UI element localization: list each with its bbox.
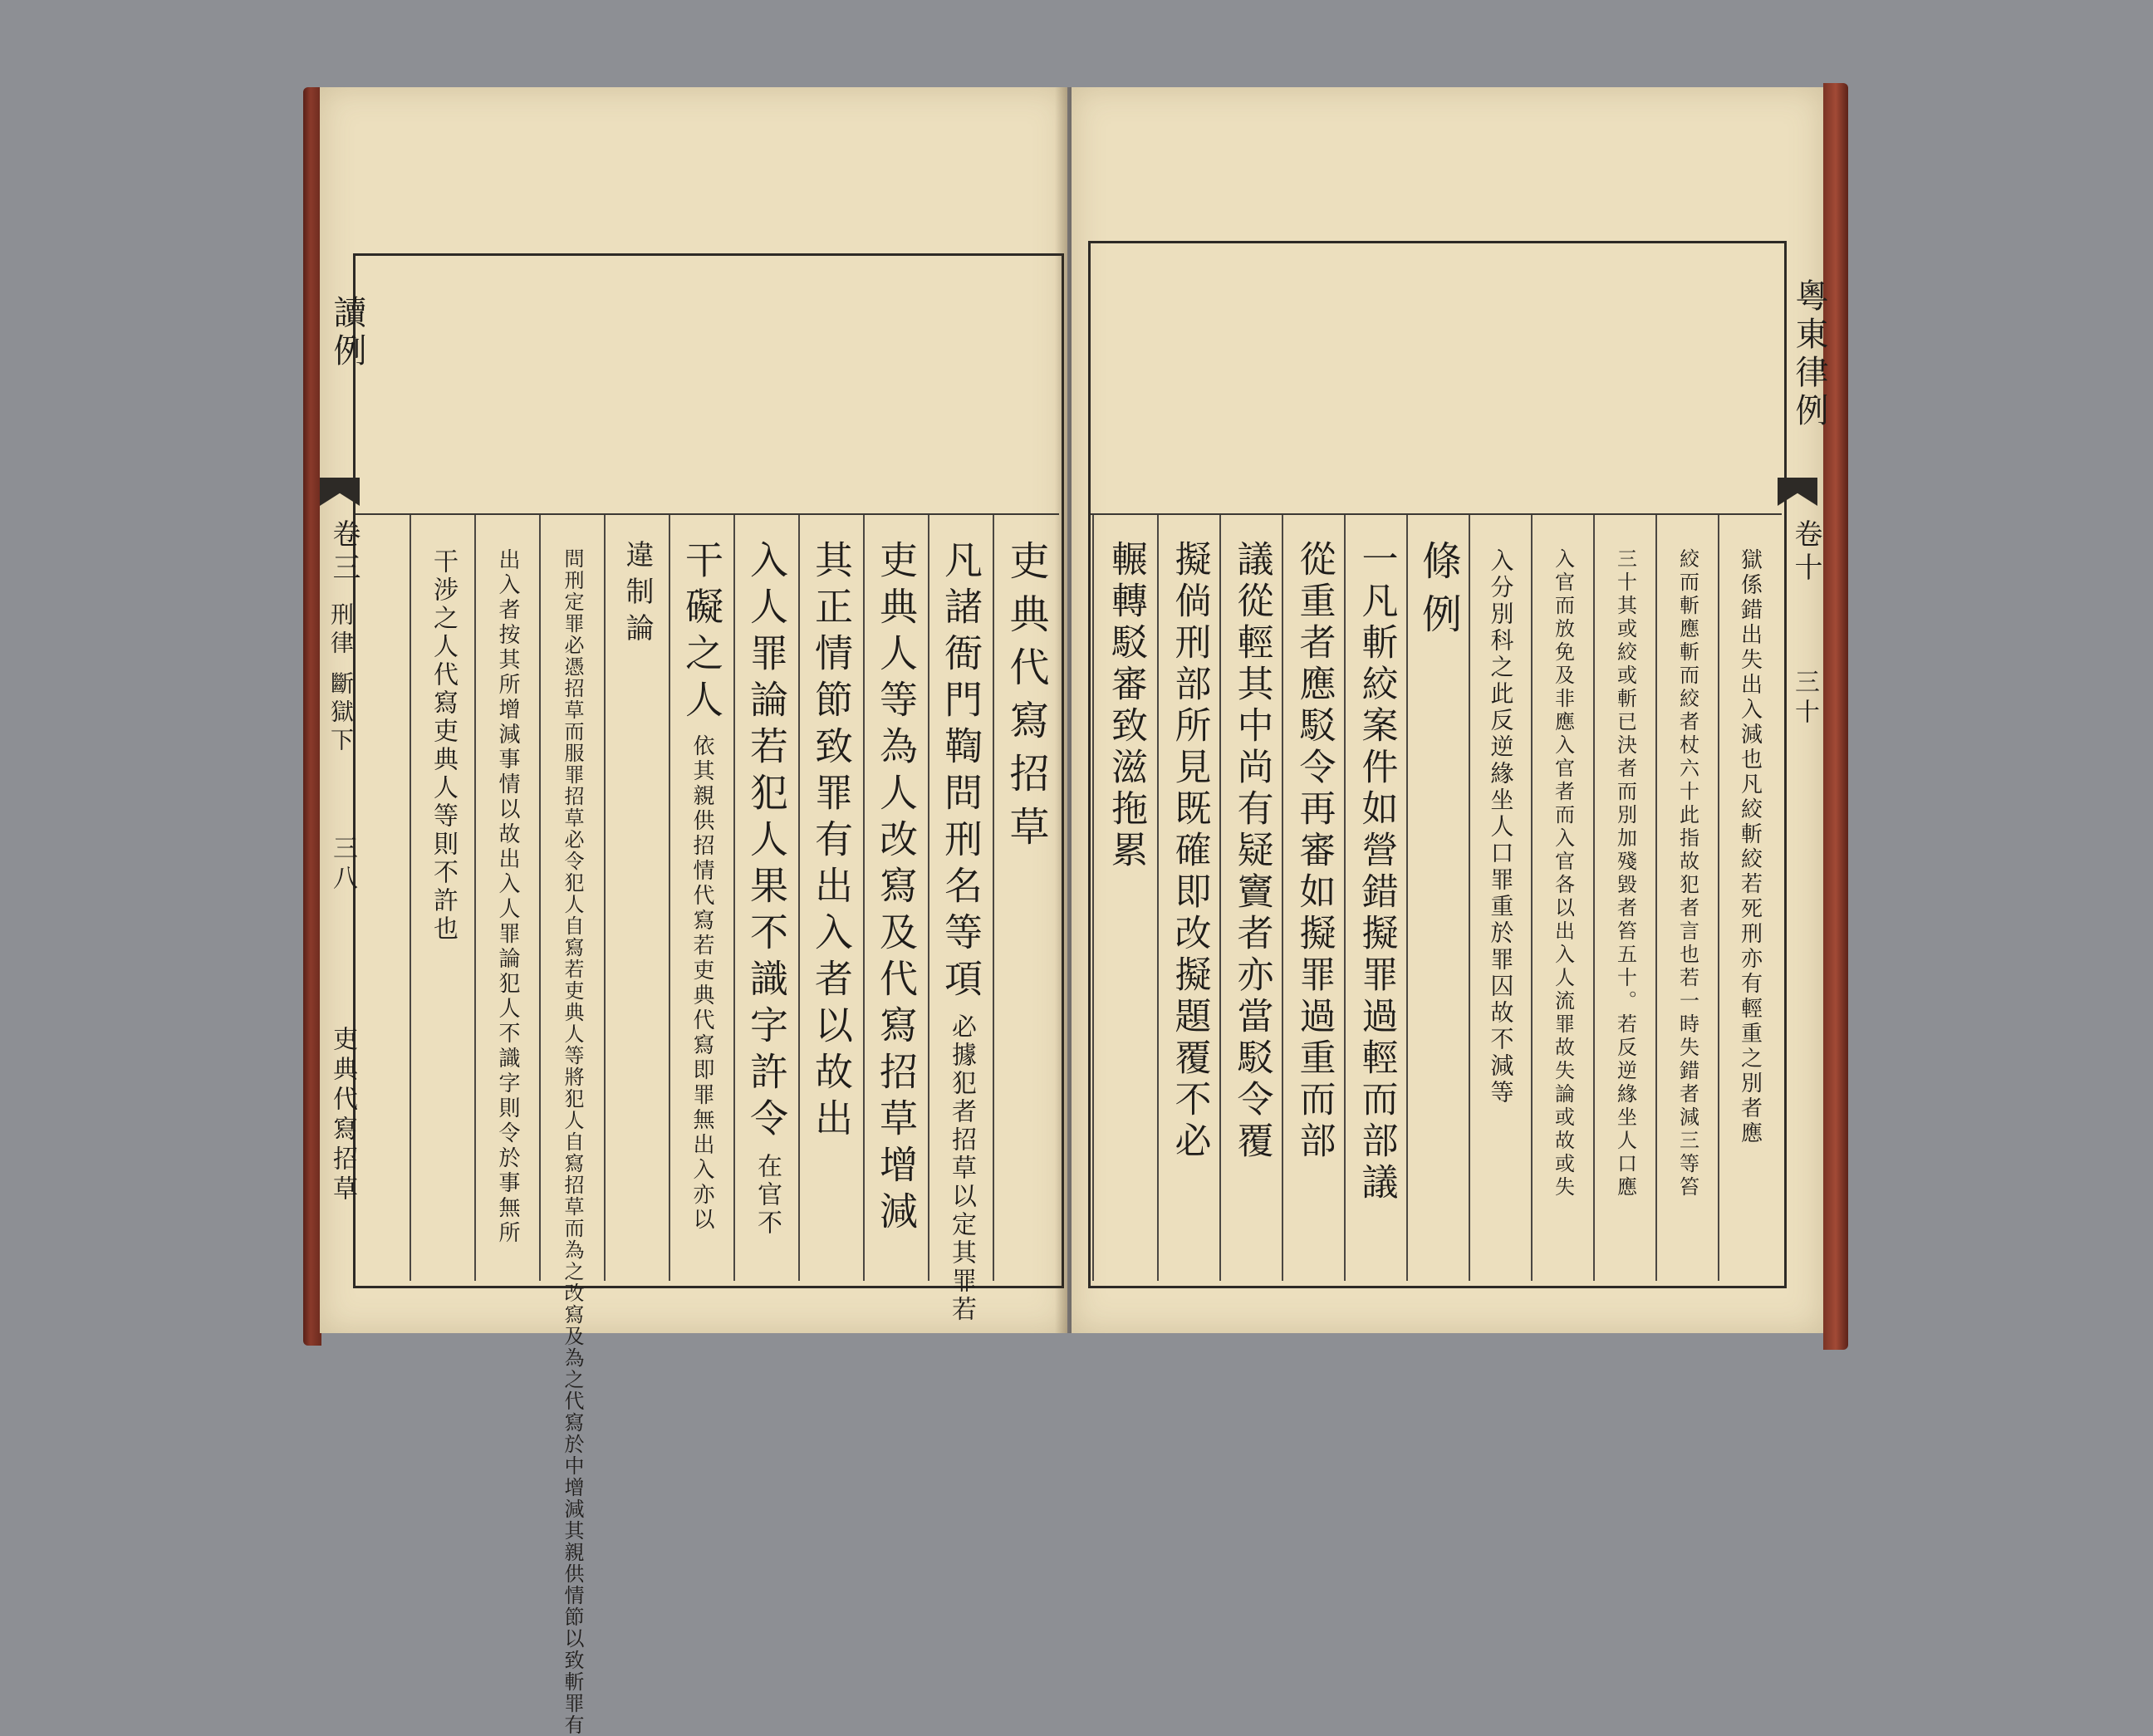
left-column-9 — [474, 515, 539, 1281]
right-column-4 — [1531, 515, 1593, 1281]
right-column-8 — [1282, 515, 1344, 1281]
column-text: 擬倘刑部所見既確即改擬題覆不必 — [1168, 540, 1211, 1163]
right-margin-page-number: 三十 — [1790, 669, 1819, 728]
right-margin-volume: 卷十 — [1789, 519, 1822, 586]
left-column-3 — [863, 515, 928, 1281]
column-note: 獄係錯出失出入減也凡絞斬絞若死刑亦有輕重之別者應 — [1737, 548, 1763, 1146]
book-edge-left — [303, 87, 321, 1346]
left-margin-title: 讀例 — [328, 295, 366, 371]
column-text: 輾轉駁審致滋拖累 — [1105, 540, 1147, 872]
book-edge-right — [1823, 83, 1848, 1350]
right-fishtail-mark — [1778, 478, 1817, 506]
section-heading-tiaoli: 條例 — [1415, 540, 1462, 646]
left-text-columns — [357, 515, 1057, 1736]
column-text: 凡諸衙門鞫問刑名等項 — [939, 540, 983, 1005]
column-text: 一凡斬絞案件如營錯擬罪過輕而部議 — [1355, 540, 1398, 1204]
column-note: 入分別科之此反逆緣坐人口罪重於罪囚故不減等 — [1487, 548, 1515, 1106]
left-column-4 — [798, 515, 863, 1281]
section-heading: 吏典代寫招草 — [1003, 540, 1049, 859]
right-page-header-band — [1091, 243, 1782, 515]
left-column-1 — [993, 515, 1057, 1281]
right-column-7 — [1344, 515, 1406, 1281]
right-column-9 — [1219, 515, 1282, 1281]
column-note: 三十其或絞或斬已決者而別加殘毀者笞五十。若反逆緣坐人口應 — [1613, 548, 1637, 1199]
right-margin-title: 粵東律例 — [1790, 278, 1828, 431]
column-text: 議從輕其中尚有疑竇者亦當駁令覆 — [1230, 540, 1273, 1163]
left-column-10 — [410, 515, 474, 1281]
left-margin-topic: 吏典代寫招草 — [328, 1026, 357, 1205]
left-margin-volume: 卷三 — [327, 519, 360, 586]
right-text-columns — [1092, 515, 1780, 1281]
right-column-11 — [1092, 515, 1157, 1281]
left-page — [320, 87, 1067, 1736]
column-text: 干礙之人 — [679, 540, 724, 726]
right-column-6 — [1406, 515, 1469, 1281]
left-fishtail-mark — [320, 478, 360, 506]
column-note: 依其親供招情代寫若吏典代寫即罪無出入亦以 — [689, 734, 714, 1233]
column-text: 其正情節致罪有出入者以故出 — [809, 540, 854, 1145]
left-margin-page-number: 三八 — [328, 835, 357, 895]
column-note: 在官不 — [753, 1153, 782, 1238]
column-text: 入人罪論若犯人果不識字許令 — [744, 540, 789, 1145]
column-note: 必據犯者招草以定其罪若 — [947, 1013, 976, 1324]
column-text: 違制論 — [620, 540, 654, 650]
right-column-3 — [1593, 515, 1655, 1281]
right-column-10 — [1157, 515, 1219, 1281]
column-note: 出入者按其所增減事情以故出入人罪論犯人不識字則令於事無所 — [495, 548, 520, 1246]
right-column-2 — [1655, 515, 1718, 1281]
left-column-8 — [539, 515, 604, 1736]
column-note: 問刑定罪必憑招草而服罪招草必令犯人自寫若吏典人等將犯人自寫招草而為之改寫及為之代寫於中增減其親供情節以致斬罪有 — [561, 548, 584, 1736]
column-note: 絞而斬應斬而絞者杖六十此指故犯者言也若一時失錯者減三等笞 — [1675, 548, 1699, 1199]
left-column-6 — [669, 515, 733, 1281]
left-page-header-band — [356, 256, 1059, 515]
right-column-5 — [1469, 515, 1531, 1281]
left-column-5 — [733, 515, 798, 1281]
right-column-1 — [1718, 515, 1780, 1281]
right-page — [1072, 87, 1828, 1333]
left-column-2 — [928, 515, 993, 1324]
left-margin-section: 刑律 斷獄下 — [327, 602, 355, 756]
column-note: 干涉之人代寫吏典人等則不許也 — [429, 548, 458, 944]
column-text: 從重者應駁令再審如擬罪過重而部 — [1292, 540, 1336, 1163]
column-note: 入官而放免及非應入官者而入官各以出入人流罪故失論或故或失 — [1551, 548, 1575, 1199]
open-book — [303, 79, 1848, 1736]
left-column-7 — [604, 515, 669, 1281]
column-text: 吏典人等為人改寫及代寫招草增減 — [874, 540, 919, 1238]
